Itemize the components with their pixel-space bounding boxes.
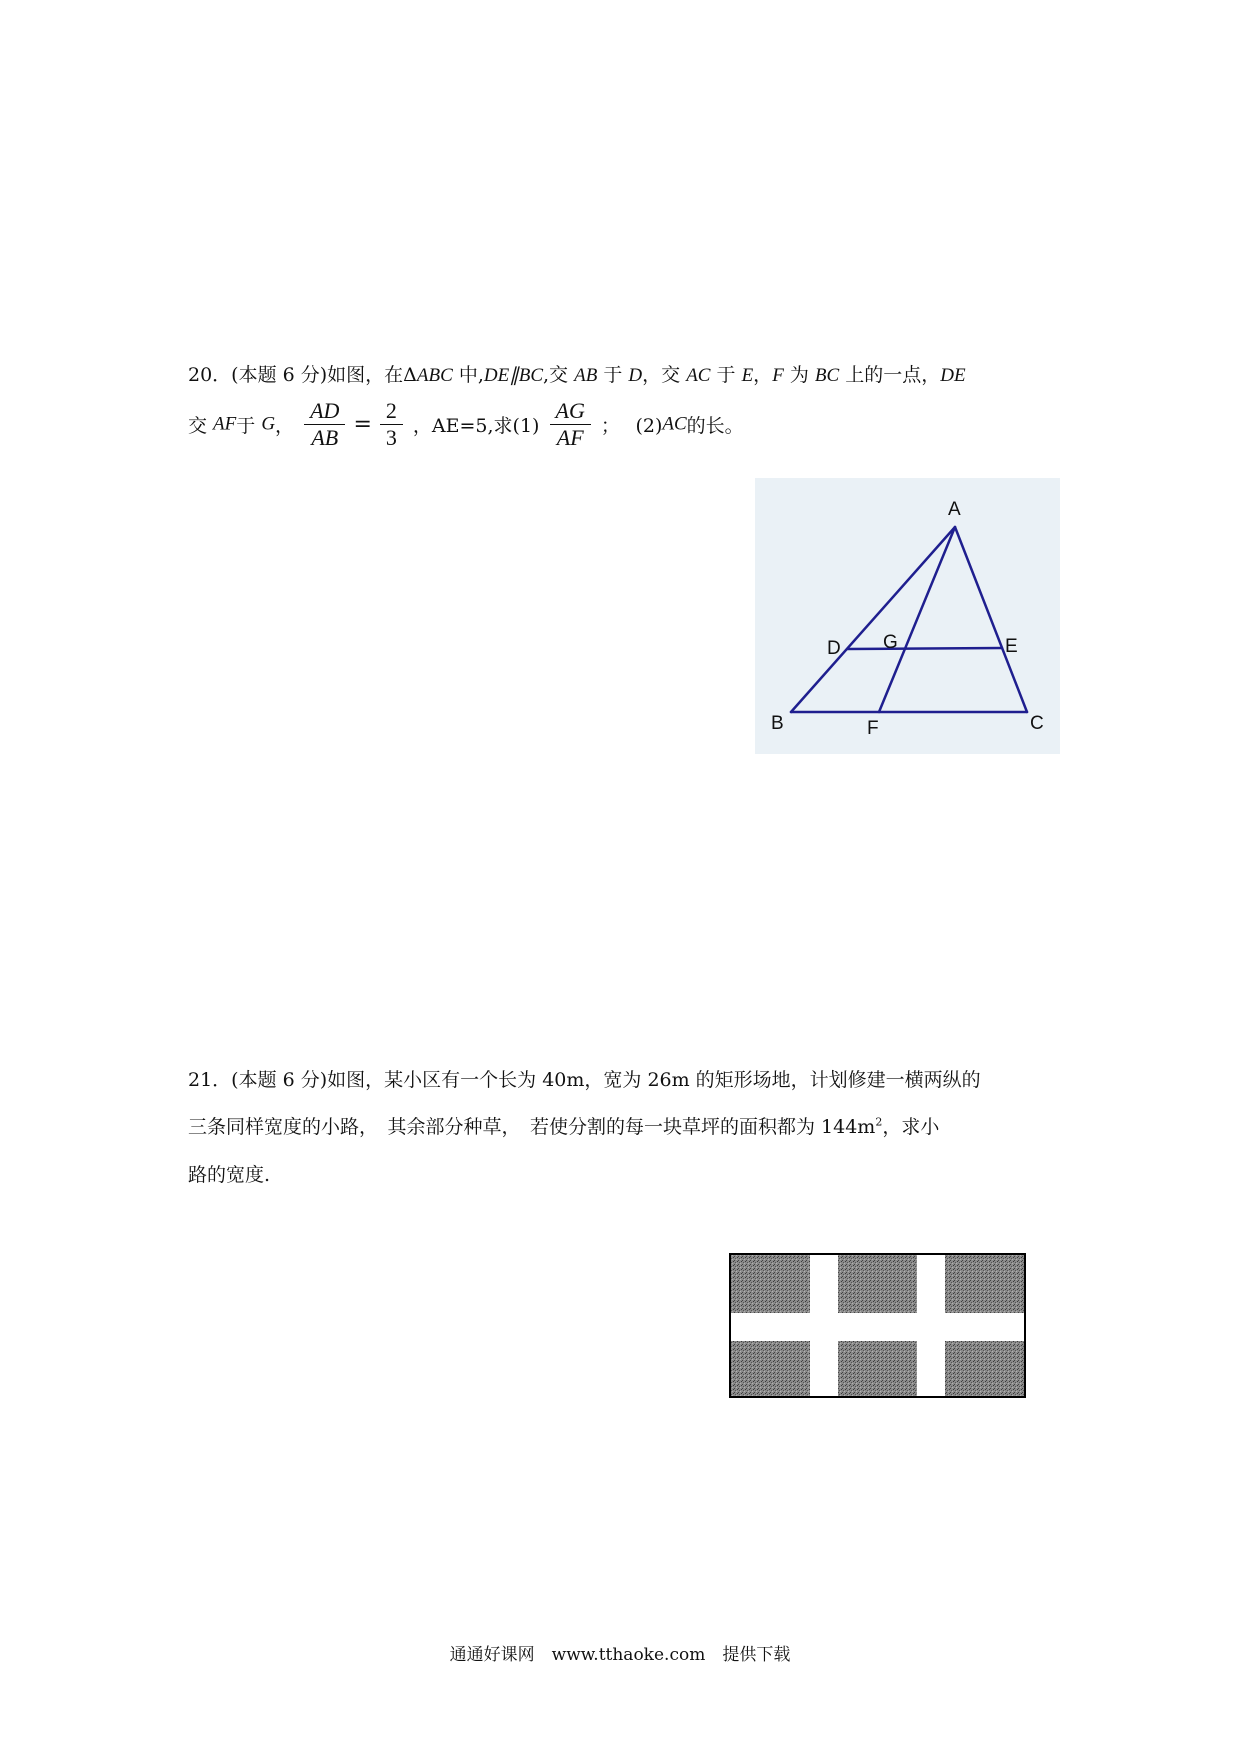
q20-text: 中,: [452, 364, 484, 386]
q20-text: ，AE=5,求(1): [412, 415, 540, 437]
segment-ac: AC: [686, 365, 711, 386]
q20-text: 的长。: [686, 415, 744, 437]
vertical-path-right: [917, 1255, 945, 1396]
fraction-denominator: 3: [380, 424, 403, 451]
segment-ac: AC: [662, 413, 687, 435]
fraction-two-thirds: [380, 398, 403, 451]
q21-text: ，求小: [882, 1116, 940, 1138]
point-e: E: [741, 365, 754, 386]
label-a: A: [948, 499, 961, 520]
q20-text: 于: [597, 364, 629, 386]
vertical-path-left: [810, 1255, 838, 1396]
field-diagram: [729, 1253, 1026, 1398]
superscript-2: 2: [875, 1115, 883, 1129]
point-d: D: [628, 365, 643, 386]
point-f: F: [772, 365, 784, 386]
q21-line3: [188, 1160, 270, 1187]
segment-de-line: [847, 648, 1002, 649]
label-g: G: [883, 632, 898, 653]
q20-text: ,交: [543, 364, 575, 386]
label-c: C: [1030, 713, 1044, 734]
triangle-figure: [755, 478, 1060, 754]
horizontal-path: [731, 1313, 1024, 1341]
q21-text: 三条同样宽度的小路， 其余部分种草， 若使分割的每一块草坪的面积都为 144m: [188, 1116, 876, 1138]
q21-line2: [188, 1112, 939, 1139]
segment-ab: AB: [574, 365, 598, 386]
q20-text: 于: [236, 415, 262, 437]
fraction-ag-af: [550, 398, 591, 451]
fraction-numerator: AG: [555, 398, 585, 423]
q20-text: ，: [753, 364, 773, 386]
fraction-denominator: AB: [304, 424, 345, 451]
parallel-statement: DE∥BC: [483, 365, 543, 386]
q21-text: 路的宽度.: [188, 1164, 271, 1186]
q20-text: 于: [710, 364, 742, 386]
fraction-denominator: AF: [550, 424, 591, 451]
q20-text: ，交: [642, 364, 687, 386]
q21-line1: [188, 1065, 981, 1092]
equals-sign: =: [353, 412, 372, 437]
point-g: G: [261, 413, 276, 435]
segment-af-line: [879, 527, 955, 712]
triangle-diagram: [755, 478, 1060, 754]
fraction-numerator: 2: [385, 398, 397, 423]
field-figure: [729, 1253, 1026, 1398]
q20-text: 为: [783, 364, 815, 386]
q20-line1: [188, 360, 966, 387]
q20-text: ； (2): [600, 415, 663, 437]
fraction-numerator: AD: [310, 398, 340, 423]
label-d: D: [827, 638, 841, 659]
label-e: E: [1005, 636, 1018, 657]
q20-text: 20．(本题 6 分)如图，在: [188, 364, 404, 386]
label-b: B: [771, 713, 784, 734]
label-f: F: [867, 718, 879, 739]
segment-af: AF: [213, 413, 237, 435]
q20-line2: [188, 398, 744, 451]
segment-bc: BC: [814, 365, 840, 386]
q20-text: ，: [275, 415, 295, 437]
triangle-name: ABC: [416, 365, 453, 386]
q20-text: 交: [188, 415, 214, 437]
q20-text: 上的一点，: [839, 364, 941, 386]
segment-ac-line: [955, 527, 1027, 712]
segment-ab-line: [791, 527, 955, 712]
footer: 通通好课网 www.tthaoke.com 提供下载: [449, 1645, 791, 1665]
fraction-ad-ab: [304, 398, 345, 451]
q21-text: 21．(本题 6 分)如图，某小区有一个长为 40m，宽为 26m 的矩形场地，计划修建一横两纵的: [188, 1069, 981, 1091]
delta-symbol: Δ: [403, 364, 417, 386]
segment-de: DE: [940, 365, 966, 386]
